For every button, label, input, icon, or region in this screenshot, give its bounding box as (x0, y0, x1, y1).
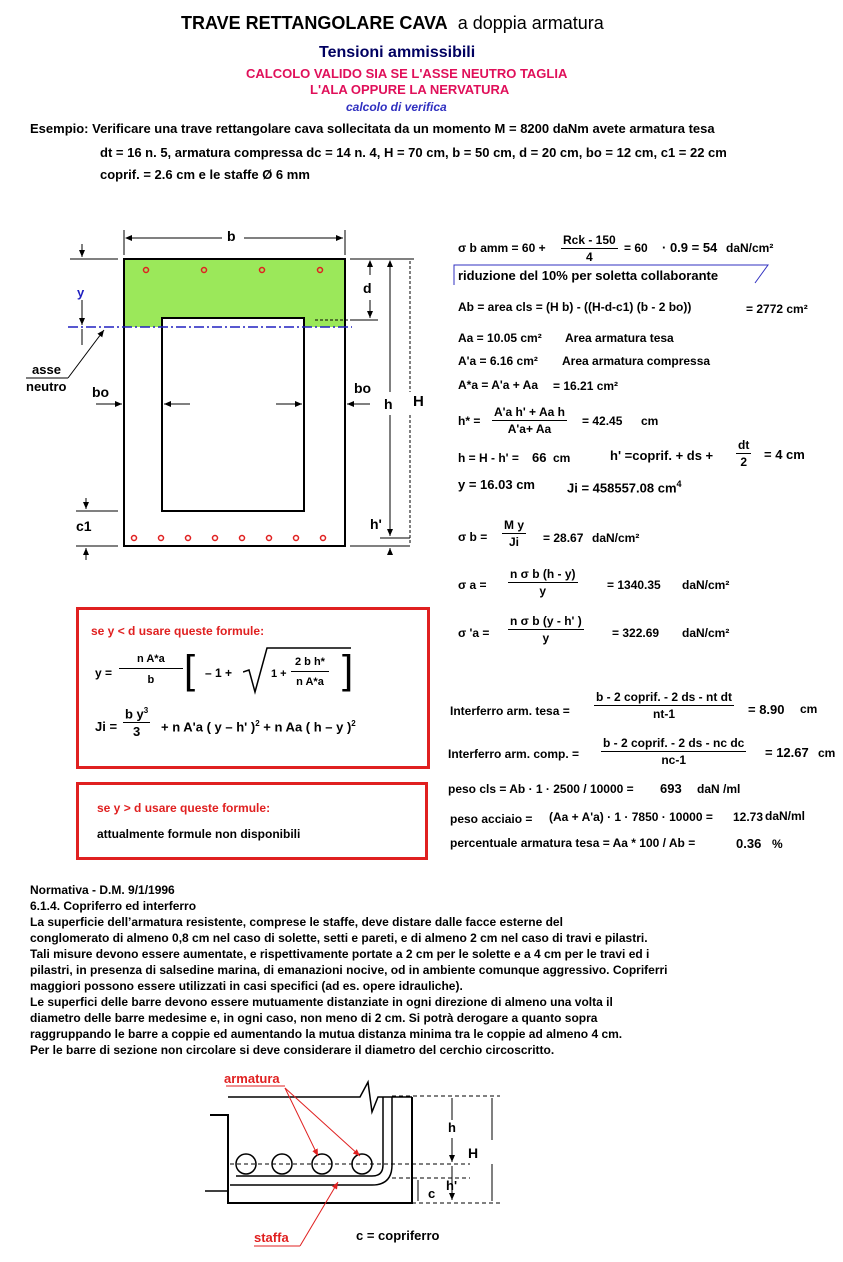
peso-cls-unit: daN /ml (697, 782, 741, 796)
perc-value: 0.36 (736, 836, 762, 851)
dim-d: d (363, 280, 372, 296)
dim-bo-left: bo (92, 384, 110, 400)
y-value: y = 16.03 cm (458, 477, 535, 492)
box1-minus1: – 1 + (205, 666, 233, 680)
int-c-fraction: b - 2 coprif. - 2 ds - nc dc nc-1 (603, 736, 745, 767)
perc-unit: % (772, 837, 783, 851)
int-c-value: = 12.67 (765, 745, 809, 760)
box1-ji-fraction: $\frac{b y^3}{3}$ (125, 706, 149, 740)
hstar-label: h* = (458, 414, 481, 428)
sigma-amm-unit: daN/cm² (726, 241, 774, 255)
sa-value: = 1340.35 (607, 578, 661, 592)
example-line-3: coprif. = 2.6 cm e le staffe Ø 6 mm (100, 167, 310, 182)
bracket-right: ] (342, 648, 354, 692)
riduzione-note: riduzione del 10% per soletta collaborante (458, 268, 719, 283)
peso-acc-value: 12.73 (733, 810, 764, 824)
peso-cls-value: 693 (660, 781, 682, 796)
int-t-unit: cm (800, 702, 818, 716)
subtitle: Tensioni ammissibili (319, 44, 476, 61)
dim-y: y (77, 285, 85, 300)
example-line-2: dt = 16 n. 5, armatura compressa dc = 14 n. 4, H = 70 cm, b = 50 cm, d = 20 cm, bo = 12 cm, c1 = 22 cm (100, 145, 727, 160)
hp-label: h' =coprif. + ds + (610, 448, 714, 463)
hstar-value: = 42.45 (582, 414, 623, 428)
dim-h: h (384, 396, 393, 412)
sigma-amm-mult: · 0.9 = 54 (662, 240, 718, 255)
a-star-value: = 16.21 cm² (553, 379, 619, 393)
box1-ji-rest: + n A'a ( y – h' )$^2$ + n Aa ( h – y )$^2$ (161, 719, 356, 735)
note-line-1: CALCOLO VALIDO SIA SE L'ASSE NEUTRO TAGLIA (246, 66, 568, 81)
sigma-amm-fraction: Rck - 150 4 (563, 233, 616, 264)
bracket-left: [ (184, 648, 196, 692)
s1a-unit: daN/cm² (682, 626, 730, 640)
sa-unit: daN/cm² (682, 578, 730, 592)
int-t-label: Interferro arm. tesa = (450, 704, 570, 718)
normativa-text: Normativa - D.M. 9/1/1996 6.1.4. Copriferro ed interferro La superficie dell’armatura resistente, comprese le staffe, deve distare dalle facce esterne del conglomerato di almeno 0,8 cm nel caso di solette, setti e pareti, e di almeno 2 cm nel caso di travi e pilastri. Tali misure devono essere aumentate, e rispettivamente portate a 2 cm per le solette e a 4 cm per le travi ed i pilastri, in presenza di salsedine marina, di emanazioni nocive, od in ambiente comunque aggressivo. Copriferri maggiori possono essere utilizzati in casi specifici (ad es. opere idrauliche). Le superfici delle barre devono essere mutuamente distanziate in ogni direzione di almeno una volta il diametro delle barre medesime e, in ogni caso, non meno di 2 cm. Si potrà derogare a quanto sopra raggruppando le barre a coppie ed aumentando la mutua distanza minima tra le coppie ad almeno 4 cm. Per le barre di sezione non circolare si deve considerare il diametro del cerchio circoscritto. (30, 883, 668, 1057)
sigma-amm-prefix: σ b amm = 60 + (458, 241, 546, 255)
example-line-1: Esempio: Verificare una trave rettangolare cava sollecitata da un momento M = 8200 daNm avete armatura tesa (30, 121, 715, 136)
dim-h-prime: h' (370, 516, 382, 532)
h-value: 66 (532, 450, 547, 465)
sb-unit: daN/cm² (592, 531, 640, 545)
mode-label: calcolo di verifica (346, 100, 447, 114)
ab-value: = 2772 cm² (746, 302, 808, 316)
perc-label: percentuale armatura tesa = Aa * 100 / Ab = (450, 836, 696, 850)
title: TRAVE RETTANGOLARE CAVA a doppia armatura (181, 13, 604, 33)
dim-H: H (413, 393, 424, 410)
label-staffa: staffa (254, 1230, 289, 1245)
box1-y-label: y = (95, 666, 113, 680)
box1-title: se y < d usare queste formule: (91, 624, 265, 638)
box1-one-plus: 1 + (271, 668, 287, 680)
ab-formula: Ab = area cls = (H b) - ((H-d-c1) (b - 2 bo)) (458, 300, 692, 314)
box1-inner-fraction: $\frac{\text{2 b h*}}{\text{n A*a}}$ (291, 656, 329, 688)
label-armatura: armatura (224, 1071, 280, 1086)
peso-cls-label: peso cls = Ab · 1 · 2500 / 10000 = (448, 782, 634, 796)
box2-text: attualmente formule non disponibili (97, 827, 301, 841)
dim-c1: c1 (76, 518, 92, 534)
hstar-fraction: $\frac{\text{A'a h' + Aa h}}{A'a+ Aa}$ (494, 405, 565, 436)
sigma-amm-eq: = 60 (624, 241, 648, 255)
sb-fraction: $\frac{\text{M y}}{Ji}$ (504, 518, 525, 549)
sb-label: σ b = (458, 530, 488, 544)
hp-fraction: $\frac{dt}{2}$ (738, 438, 750, 469)
h-eq: h = H - h' = (458, 451, 519, 465)
hp-value: = 4 cm (764, 447, 805, 462)
box1-y-fraction: $\frac{\text{n A*a}}{b}$ (119, 653, 183, 686)
aa-desc: Area armatura tesa (565, 331, 674, 345)
peso-acc-expr: (Aa + A'a) · 1 · 7850 · 10000 = (549, 810, 713, 824)
s1a-label: σ 'a = (458, 626, 490, 640)
peso-acc-label: peso acciaio = (450, 812, 533, 826)
a1a-value: A'a = 6.16 cm² (458, 354, 538, 368)
detail-h-prime: h' (446, 1178, 458, 1193)
box2-title: se y > d usare queste formule: (97, 801, 271, 815)
a1a-desc: Area armatura compressa (562, 354, 711, 368)
sa-label: σ a = (458, 578, 487, 592)
detail-legend: c = copriferro (356, 1228, 440, 1243)
box1-ji-label: Ji = (95, 719, 118, 734)
detail-H: H (468, 1145, 479, 1161)
s1a-fraction: $\frac{\text{n σ b (y - h' )}}{y}$ (510, 614, 582, 645)
peso-acc-unit: daN/ml (765, 809, 806, 823)
label-asse: asse (32, 362, 61, 377)
int-c-label: Interferro arm. comp. = (448, 747, 580, 761)
s1a-value: = 322.69 (612, 626, 660, 640)
detail-c: c (428, 1186, 436, 1201)
sb-value: = 28.67 (543, 531, 584, 545)
aa-value: Aa = 10.05 cm² (458, 331, 542, 345)
int-t-fraction: b - 2 coprif. - 2 ds - nt dt nt-1 (596, 690, 732, 721)
a-star-formula: A*a = A'a + Aa (458, 378, 539, 392)
ji-value: Ji = 458557.08 $cm^4$ (567, 479, 682, 496)
note-line-2: L'ALA OPPURE LA NERVATURA (310, 82, 510, 97)
dim-b: b (227, 228, 236, 244)
sa-fraction: $\frac{\text{n σ b (h - y)}}{y}$ (510, 567, 576, 598)
dim-bo-right: bo (354, 380, 372, 396)
detail-h: h (448, 1120, 456, 1135)
h-unit: cm (553, 451, 571, 465)
int-t-value: = 8.90 (748, 702, 785, 717)
label-neutro: neutro (26, 379, 67, 394)
hstar-unit: cm (641, 414, 659, 428)
int-c-unit: cm (818, 746, 836, 760)
